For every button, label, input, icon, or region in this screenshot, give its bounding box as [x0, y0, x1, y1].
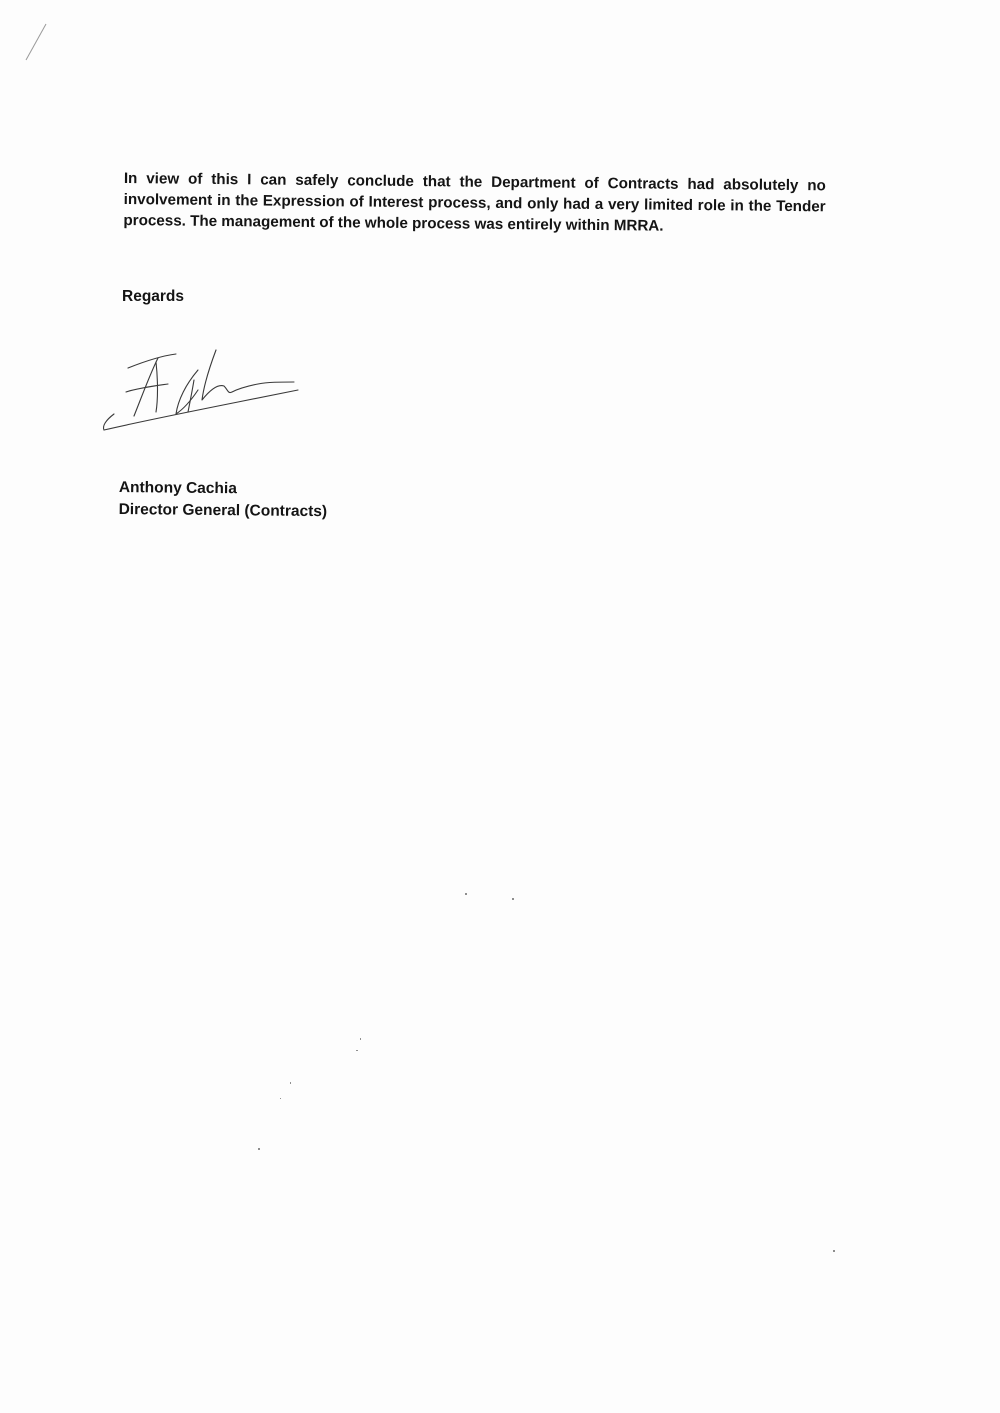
closing-regards: Regards	[122, 288, 185, 305]
scan-speck	[280, 1098, 281, 1099]
scan-speck	[360, 1038, 361, 1040]
scan-speck	[356, 1050, 358, 1051]
scan-mark-icon	[22, 22, 52, 62]
scan-speck	[833, 1250, 835, 1252]
scan-speck	[512, 898, 514, 900]
signatory-title: Director General (Contracts)	[118, 500, 328, 521]
signatory-name: Anthony Cachia	[118, 478, 237, 498]
scan-speck	[258, 1148, 260, 1150]
signatory-block	[119, 477, 328, 523]
body-paragraph: In view of this I can safely conclude that the Department of Contracts had absolutely no involvement in the Expression of Interest process, and only had a very limited role in the Tender process. The management of the whole process was entirely within MRRA.	[123, 169, 826, 235]
scan-speck	[290, 1082, 291, 1084]
scan-speck	[465, 893, 467, 895]
signature-icon	[98, 340, 308, 440]
